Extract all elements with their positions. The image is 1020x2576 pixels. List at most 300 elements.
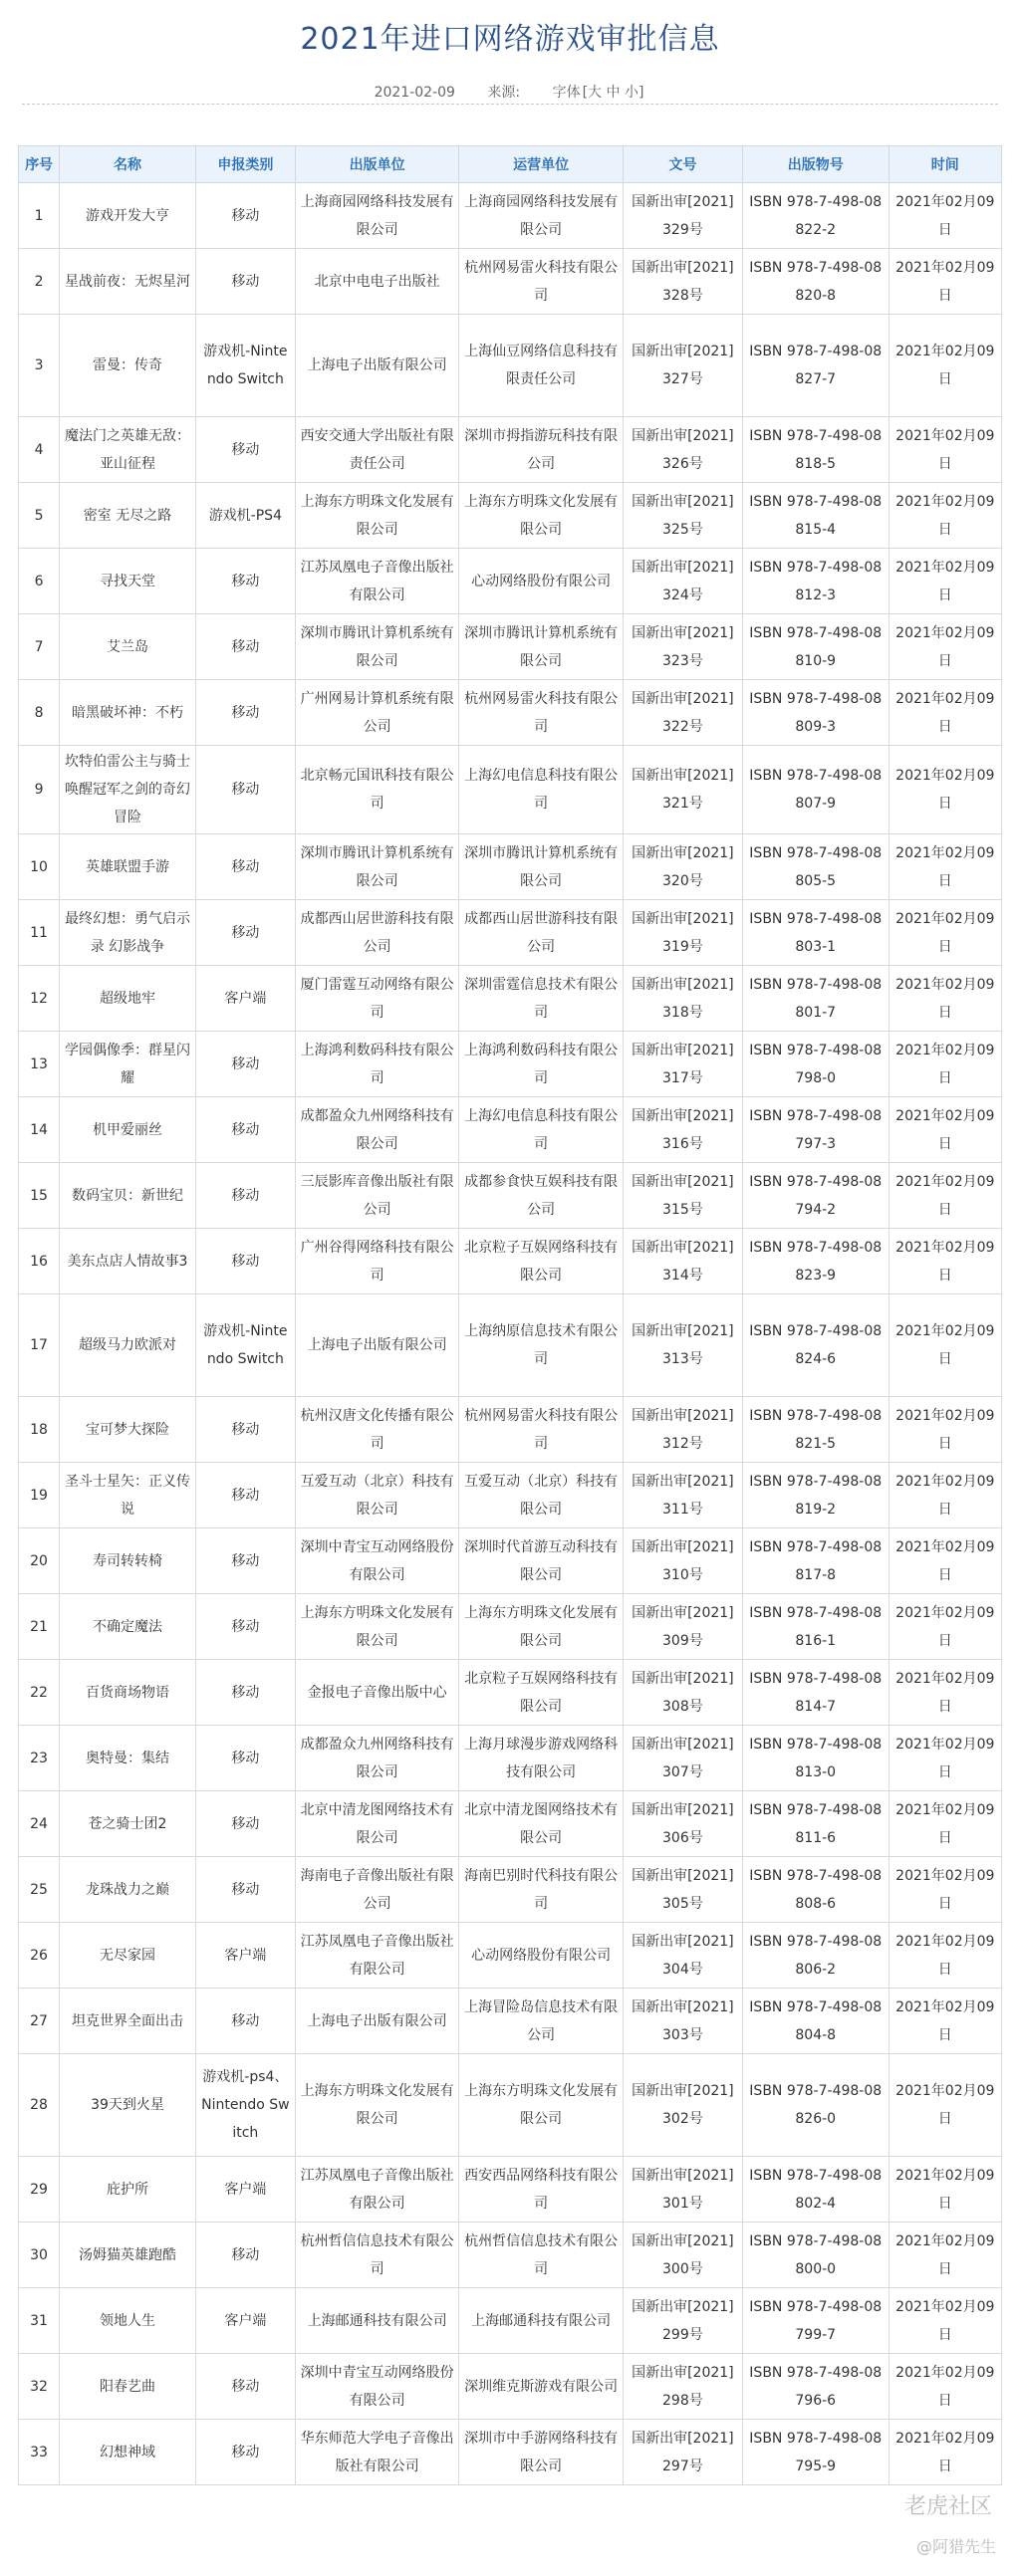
cell-category: 客户端 xyxy=(195,1923,295,1989)
cell-publisher: 深圳中青宝互动网络股份有限公司 xyxy=(295,2354,459,2420)
cell-name: 英雄联盟手游 xyxy=(60,834,196,900)
cell-operator: 上海商园网络科技发展有限公司 xyxy=(459,183,624,249)
cell-no: 15 xyxy=(19,1163,60,1229)
cell-isbn: ISBN 978-7-498-08795-9 xyxy=(742,2420,889,2485)
table-row xyxy=(19,1463,1002,1528)
cell-no: 7 xyxy=(19,614,60,680)
cell-publisher: 厦门雷霆互动网络有限公司 xyxy=(295,966,459,1032)
cell-publisher: 广州谷得网络科技有限公司 xyxy=(295,1229,459,1294)
cell-name: 领地人生 xyxy=(60,2288,196,2354)
cell-name: 不确定魔法 xyxy=(60,1594,196,1660)
cell-no: 19 xyxy=(19,1463,60,1528)
cell-category: 移动 xyxy=(195,2420,295,2485)
cell-name: 星战前夜：无烬星河 xyxy=(60,249,196,315)
cell-name: 暗黑破坏神：不朽 xyxy=(60,680,196,746)
article-meta xyxy=(0,82,1020,102)
cell-name: 圣斗士星矢：正义传说 xyxy=(60,1463,196,1528)
cell-isbn: ISBN 978-7-498-08818-5 xyxy=(742,417,889,483)
cell-category: 移动 xyxy=(195,249,295,315)
cell-no: 3 xyxy=(19,315,60,417)
cell-doc-no: 国新出审[2021]323号 xyxy=(623,614,742,680)
cell-doc-no: 国新出审[2021]307号 xyxy=(623,1726,742,1791)
table-row xyxy=(19,1989,1002,2054)
cell-doc-no: 国新出审[2021]321号 xyxy=(623,746,742,834)
cell-doc-no: 国新出审[2021]309号 xyxy=(623,1594,742,1660)
cell-time: 2021年02月09日 xyxy=(889,614,1001,680)
cell-isbn: ISBN 978-7-498-08802-4 xyxy=(742,2157,889,2223)
cell-isbn: ISBN 978-7-498-08821-5 xyxy=(742,1397,889,1463)
cell-name: 39天到火星 xyxy=(60,2054,196,2157)
cell-category: 移动 xyxy=(195,549,295,614)
cell-doc-no: 国新出审[2021]302号 xyxy=(623,2054,742,2157)
cell-publisher: 上海东方明珠文化发展有限公司 xyxy=(295,1594,459,1660)
cell-category: 移动 xyxy=(195,417,295,483)
cell-name: 龙珠战力之巅 xyxy=(60,1857,196,1923)
table-row xyxy=(19,1791,1002,1857)
cell-no: 4 xyxy=(19,417,60,483)
cell-category: 移动 xyxy=(195,900,295,966)
cell-name: 幻想神域 xyxy=(60,2420,196,2485)
table-row xyxy=(19,1528,1002,1594)
watermark-logo: 老虎社区 xyxy=(903,2494,992,2519)
cell-time: 2021年02月09日 xyxy=(889,1726,1001,1791)
cell-isbn: ISBN 978-7-498-08813-0 xyxy=(742,1726,889,1791)
cell-time: 2021年02月09日 xyxy=(889,1032,1001,1097)
cell-publisher: 西安交通大学出版社有限责任公司 xyxy=(295,417,459,483)
cell-operator: 深圳雷霆信息技术有限公司 xyxy=(459,966,624,1032)
table-row xyxy=(19,1857,1002,1923)
cell-time: 2021年02月09日 xyxy=(889,966,1001,1032)
table-row xyxy=(19,1397,1002,1463)
cell-no: 5 xyxy=(19,483,60,549)
cell-no: 18 xyxy=(19,1397,60,1463)
cell-name: 宝可梦大探险 xyxy=(60,1397,196,1463)
font-size-options[interactable]: [大 中 小] xyxy=(582,85,644,101)
cell-isbn: ISBN 978-7-498-08810-9 xyxy=(742,614,889,680)
cell-time: 2021年02月09日 xyxy=(889,1528,1001,1594)
cell-time: 2021年02月09日 xyxy=(889,900,1001,966)
cell-category: 客户端 xyxy=(195,2157,295,2223)
cell-doc-no: 国新出审[2021]316号 xyxy=(623,1097,742,1163)
cell-name: 机甲爱丽丝 xyxy=(60,1097,196,1163)
header-no: 序号 xyxy=(19,146,60,183)
cell-name: 苍之骑士团2 xyxy=(60,1791,196,1857)
header-operator: 运营单位 xyxy=(459,146,624,183)
cell-category: 移动 xyxy=(195,2223,295,2288)
header-doc-no: 文号 xyxy=(623,146,742,183)
cell-doc-no: 国新出审[2021]320号 xyxy=(623,834,742,900)
cell-operator: 北京中清龙图网络技术有限公司 xyxy=(459,1791,624,1857)
cell-no: 21 xyxy=(19,1594,60,1660)
cell-isbn: ISBN 978-7-498-08798-0 xyxy=(742,1032,889,1097)
cell-isbn: ISBN 978-7-498-08806-2 xyxy=(742,1923,889,1989)
cell-name: 艾兰岛 xyxy=(60,614,196,680)
cell-time: 2021年02月09日 xyxy=(889,1397,1001,1463)
cell-publisher: 江苏凤凰电子音像出版社有限公司 xyxy=(295,2157,459,2223)
table-row xyxy=(19,1594,1002,1660)
cell-doc-no: 国新出审[2021]329号 xyxy=(623,183,742,249)
cell-name: 美东点店人情故事3 xyxy=(60,1229,196,1294)
table-row xyxy=(19,549,1002,614)
divider xyxy=(22,104,998,105)
source-label: 来源: xyxy=(487,85,521,101)
cell-category: 移动 xyxy=(195,746,295,834)
table-row xyxy=(19,1923,1002,1989)
cell-publisher: 上海电子出版有限公司 xyxy=(295,1294,459,1397)
table-header-row xyxy=(19,146,1002,183)
cell-category: 游戏机-Nintendo Switch xyxy=(195,1294,295,1397)
cell-time: 2021年02月09日 xyxy=(889,1463,1001,1528)
cell-isbn: ISBN 978-7-498-08819-2 xyxy=(742,1463,889,1528)
cell-no: 17 xyxy=(19,1294,60,1397)
page-title: 2021年进口网络游戏审批信息 xyxy=(300,22,720,57)
cell-doc-no: 国新出审[2021]319号 xyxy=(623,900,742,966)
cell-no: 9 xyxy=(19,746,60,834)
cell-category: 移动 xyxy=(195,614,295,680)
table-row xyxy=(19,1163,1002,1229)
cell-isbn: ISBN 978-7-498-08803-1 xyxy=(742,900,889,966)
cell-doc-no: 国新出审[2021]313号 xyxy=(623,1294,742,1397)
cell-doc-no: 国新出审[2021]325号 xyxy=(623,483,742,549)
cell-name: 密室 无尽之路 xyxy=(60,483,196,549)
cell-isbn: ISBN 978-7-498-08824-6 xyxy=(742,1294,889,1397)
cell-doc-no: 国新出审[2021]315号 xyxy=(623,1163,742,1229)
cell-doc-no: 国新出审[2021]328号 xyxy=(623,249,742,315)
cell-no: 11 xyxy=(19,900,60,966)
cell-no: 20 xyxy=(19,1528,60,1594)
cell-name: 最终幻想：勇气启示录 幻影战争 xyxy=(60,900,196,966)
cell-category: 移动 xyxy=(195,1857,295,1923)
cell-operator: 上海纳原信息技术有限公司 xyxy=(459,1294,624,1397)
cell-category: 移动 xyxy=(195,1594,295,1660)
cell-doc-no: 国新出审[2021]304号 xyxy=(623,1923,742,1989)
cell-publisher: 江苏凤凰电子音像出版社有限公司 xyxy=(295,549,459,614)
cell-name: 阳春艺曲 xyxy=(60,2354,196,2420)
cell-isbn: ISBN 978-7-498-08822-2 xyxy=(742,183,889,249)
cell-doc-no: 国新出审[2021]305号 xyxy=(623,1857,742,1923)
header-publisher: 出版单位 xyxy=(295,146,459,183)
cell-isbn: ISBN 978-7-498-08804-8 xyxy=(742,1989,889,2054)
table-row xyxy=(19,1726,1002,1791)
cell-no: 10 xyxy=(19,834,60,900)
cell-isbn: ISBN 978-7-498-08823-9 xyxy=(742,1229,889,1294)
cell-isbn: ISBN 978-7-498-08807-9 xyxy=(742,746,889,834)
table-row xyxy=(19,1229,1002,1294)
cell-category: 移动 xyxy=(195,1097,295,1163)
cell-operator: 杭州网易雷火科技有限公司 xyxy=(459,680,624,746)
table-row xyxy=(19,417,1002,483)
cell-publisher: 北京中清龙图网络技术有限公司 xyxy=(295,1791,459,1857)
cell-operator: 成都参食快互娱科技有限公司 xyxy=(459,1163,624,1229)
cell-category: 客户端 xyxy=(195,2288,295,2354)
cell-isbn: ISBN 978-7-498-08826-0 xyxy=(742,2054,889,2157)
cell-publisher: 上海东方明珠文化发展有限公司 xyxy=(295,2054,459,2157)
header-name: 名称 xyxy=(60,146,196,183)
cell-doc-no: 国新出审[2021]326号 xyxy=(623,417,742,483)
cell-doc-no: 国新出审[2021]308号 xyxy=(623,1660,742,1726)
cell-category: 移动 xyxy=(195,183,295,249)
cell-doc-no: 国新出审[2021]298号 xyxy=(623,2354,742,2420)
cell-name: 坦克世界全面出击 xyxy=(60,1989,196,2054)
cell-category: 移动 xyxy=(195,1163,295,1229)
cell-isbn: ISBN 978-7-498-08811-6 xyxy=(742,1791,889,1857)
table-row xyxy=(19,2420,1002,2485)
cell-operator: 深圳市拇指游玩科技有限公司 xyxy=(459,417,624,483)
cell-category: 移动 xyxy=(195,1726,295,1791)
cell-publisher: 华东师范大学电子音像出版社有限公司 xyxy=(295,2420,459,2485)
cell-time: 2021年02月09日 xyxy=(889,1163,1001,1229)
cell-publisher: 成都盈众九州网络科技有限公司 xyxy=(295,1726,459,1791)
cell-no: 2 xyxy=(19,249,60,315)
cell-category: 移动 xyxy=(195,1229,295,1294)
cell-category: 移动 xyxy=(195,1032,295,1097)
table-row xyxy=(19,1097,1002,1163)
cell-no: 26 xyxy=(19,1923,60,1989)
cell-time: 2021年02月09日 xyxy=(889,1923,1001,1989)
header-category: 申报类别 xyxy=(195,146,295,183)
cell-time: 2021年02月09日 xyxy=(889,1229,1001,1294)
cell-time: 2021年02月09日 xyxy=(889,1791,1001,1857)
cell-doc-no: 国新出审[2021]303号 xyxy=(623,1989,742,2054)
cell-isbn: ISBN 978-7-498-08800-0 xyxy=(742,2223,889,2288)
cell-time: 2021年02月09日 xyxy=(889,2288,1001,2354)
cell-operator: 心动网络股份有限公司 xyxy=(459,1923,624,1989)
publish-date: 2021-02-09 xyxy=(374,85,455,101)
cell-doc-no: 国新出审[2021]327号 xyxy=(623,315,742,417)
cell-isbn: ISBN 978-7-498-08796-6 xyxy=(742,2354,889,2420)
cell-time: 2021年02月09日 xyxy=(889,680,1001,746)
table-row xyxy=(19,900,1002,966)
cell-operator: 海南巴别时代科技有限公司 xyxy=(459,1857,624,1923)
cell-time: 2021年02月09日 xyxy=(889,1857,1001,1923)
cell-operator: 互爱互动（北京）科技有限公司 xyxy=(459,1463,624,1528)
cell-doc-no: 国新出审[2021]318号 xyxy=(623,966,742,1032)
cell-time: 2021年02月09日 xyxy=(889,2157,1001,2223)
cell-category: 客户端 xyxy=(195,966,295,1032)
cell-name: 坎特伯雷公主与骑士唤醒冠军之剑的奇幻冒险 xyxy=(60,746,196,834)
cell-doc-no: 国新出审[2021]317号 xyxy=(623,1032,742,1097)
cell-category: 游戏机-Nintendo Switch xyxy=(195,315,295,417)
cell-operator: 西安西品网络科技有限公司 xyxy=(459,2157,624,2223)
cell-doc-no: 国新出审[2021]314号 xyxy=(623,1229,742,1294)
cell-category: 移动 xyxy=(195,1989,295,2054)
cell-name: 游戏开发大亨 xyxy=(60,183,196,249)
cell-operator: 上海幻电信息科技有限公司 xyxy=(459,746,624,834)
cell-publisher: 广州网易计算机系统有限公司 xyxy=(295,680,459,746)
cell-publisher: 杭州哲信信息技术有限公司 xyxy=(295,2223,459,2288)
cell-operator: 北京粒子互娱网络科技有限公司 xyxy=(459,1229,624,1294)
cell-category: 移动 xyxy=(195,2354,295,2420)
cell-time: 2021年02月09日 xyxy=(889,483,1001,549)
cell-publisher: 上海邮通科技有限公司 xyxy=(295,2288,459,2354)
cell-no: 23 xyxy=(19,1726,60,1791)
cell-time: 2021年02月09日 xyxy=(889,2223,1001,2288)
table-row xyxy=(19,2223,1002,2288)
cell-no: 12 xyxy=(19,966,60,1032)
cell-name: 奥特曼：集结 xyxy=(60,1726,196,1791)
cell-publisher: 北京中电电子出版社 xyxy=(295,249,459,315)
table-row xyxy=(19,680,1002,746)
table-row xyxy=(19,1032,1002,1097)
table-row xyxy=(19,966,1002,1032)
cell-isbn: ISBN 978-7-498-08799-7 xyxy=(742,2288,889,2354)
cell-operator: 上海冒险岛信息技术有限公司 xyxy=(459,1989,624,2054)
cell-operator: 杭州网易雷火科技有限公司 xyxy=(459,1397,624,1463)
cell-no: 22 xyxy=(19,1660,60,1726)
cell-time: 2021年02月09日 xyxy=(889,834,1001,900)
cell-isbn: ISBN 978-7-498-08817-8 xyxy=(742,1528,889,1594)
cell-publisher: 北京畅元国讯科技有限公司 xyxy=(295,746,459,834)
cell-isbn: ISBN 978-7-498-08797-3 xyxy=(742,1097,889,1163)
cell-operator: 深圳市中手游网络科技有限公司 xyxy=(459,2420,624,2485)
cell-no: 24 xyxy=(19,1791,60,1857)
cell-operator: 上海东方明珠文化发展有限公司 xyxy=(459,2054,624,2157)
cell-isbn: ISBN 978-7-498-08815-4 xyxy=(742,483,889,549)
cell-name: 雷曼：传奇 xyxy=(60,315,196,417)
table-row xyxy=(19,834,1002,900)
cell-no: 13 xyxy=(19,1032,60,1097)
table-row xyxy=(19,2157,1002,2223)
cell-time: 2021年02月09日 xyxy=(889,2420,1001,2485)
cell-isbn: ISBN 978-7-498-08805-5 xyxy=(742,834,889,900)
cell-operator: 上海鸿利数码科技有限公司 xyxy=(459,1032,624,1097)
cell-doc-no: 国新出审[2021]300号 xyxy=(623,2223,742,2288)
cell-doc-no: 国新出审[2021]306号 xyxy=(623,1791,742,1857)
cell-publisher: 金报电子音像出版中心 xyxy=(295,1660,459,1726)
cell-no: 28 xyxy=(19,2054,60,2157)
cell-isbn: ISBN 978-7-498-08801-7 xyxy=(742,966,889,1032)
cell-operator: 成都西山居世游科技有限公司 xyxy=(459,900,624,966)
cell-isbn: ISBN 978-7-498-08820-8 xyxy=(742,249,889,315)
cell-time: 2021年02月09日 xyxy=(889,315,1001,417)
cell-isbn: ISBN 978-7-498-08794-2 xyxy=(742,1163,889,1229)
cell-time: 2021年02月09日 xyxy=(889,1660,1001,1726)
approval-table xyxy=(18,145,1002,2485)
cell-name: 汤姆猫英雄跑酷 xyxy=(60,2223,196,2288)
cell-time: 2021年02月09日 xyxy=(889,1097,1001,1163)
cell-doc-no: 国新出审[2021]310号 xyxy=(623,1528,742,1594)
cell-no: 1 xyxy=(19,183,60,249)
cell-doc-no: 国新出审[2021]312号 xyxy=(623,1397,742,1463)
table-row xyxy=(19,183,1002,249)
cell-no: 32 xyxy=(19,2354,60,2420)
cell-time: 2021年02月09日 xyxy=(889,2354,1001,2420)
cell-no: 27 xyxy=(19,1989,60,2054)
cell-no: 25 xyxy=(19,1857,60,1923)
cell-name: 数码宝贝：新世纪 xyxy=(60,1163,196,1229)
cell-operator: 深圳市腾讯计算机系统有限公司 xyxy=(459,834,624,900)
cell-category: 移动 xyxy=(195,680,295,746)
cell-operator: 深圳市腾讯计算机系统有限公司 xyxy=(459,614,624,680)
table-row xyxy=(19,315,1002,417)
cell-publisher: 上海鸿利数码科技有限公司 xyxy=(295,1032,459,1097)
cell-publisher: 深圳市腾讯计算机系统有限公司 xyxy=(295,834,459,900)
cell-no: 6 xyxy=(19,549,60,614)
cell-no: 33 xyxy=(19,2420,60,2485)
cell-category: 移动 xyxy=(195,1791,295,1857)
cell-time: 2021年02月09日 xyxy=(889,1594,1001,1660)
cell-operator: 深圳维克斯游戏有限公司 xyxy=(459,2354,624,2420)
cell-category: 移动 xyxy=(195,1397,295,1463)
cell-doc-no: 国新出审[2021]311号 xyxy=(623,1463,742,1528)
cell-name: 无尽家园 xyxy=(60,1923,196,1989)
cell-doc-no: 国新出审[2021]301号 xyxy=(623,2157,742,2223)
cell-no: 8 xyxy=(19,680,60,746)
cell-publisher: 江苏凤凰电子音像出版社有限公司 xyxy=(295,1923,459,1989)
cell-category: 移动 xyxy=(195,1660,295,1726)
cell-operator: 心动网络股份有限公司 xyxy=(459,549,624,614)
cell-doc-no: 国新出审[2021]324号 xyxy=(623,549,742,614)
table-row xyxy=(19,483,1002,549)
cell-isbn: ISBN 978-7-498-08827-7 xyxy=(742,315,889,417)
cell-isbn: ISBN 978-7-498-08816-1 xyxy=(742,1594,889,1660)
cell-isbn: ISBN 978-7-498-08812-3 xyxy=(742,549,889,614)
cell-publisher: 深圳中青宝互动网络股份有限公司 xyxy=(295,1528,459,1594)
cell-time: 2021年02月09日 xyxy=(889,2054,1001,2157)
cell-category: 移动 xyxy=(195,1528,295,1594)
table-row xyxy=(19,746,1002,834)
cell-time: 2021年02月09日 xyxy=(889,746,1001,834)
cell-time: 2021年02月09日 xyxy=(889,1294,1001,1397)
table-row xyxy=(19,249,1002,315)
cell-no: 29 xyxy=(19,2157,60,2223)
cell-publisher: 上海商园网络科技发展有限公司 xyxy=(295,183,459,249)
cell-name: 百货商场物语 xyxy=(60,1660,196,1726)
cell-name: 超级马力欧派对 xyxy=(60,1294,196,1397)
table-row xyxy=(19,2288,1002,2354)
font-label: 字体 xyxy=(552,85,581,101)
header-time: 时间 xyxy=(889,146,1001,183)
cell-name: 寿司转转椅 xyxy=(60,1528,196,1594)
cell-publisher: 上海东方明珠文化发展有限公司 xyxy=(295,483,459,549)
cell-publisher: 上海电子出版有限公司 xyxy=(295,1989,459,2054)
cell-operator: 上海仙豆网络信息科技有限责任公司 xyxy=(459,315,624,417)
cell-doc-no: 国新出审[2021]297号 xyxy=(623,2420,742,2485)
cell-category: 移动 xyxy=(195,1463,295,1528)
cell-category: 移动 xyxy=(195,834,295,900)
cell-category: 游戏机-PS4 xyxy=(195,483,295,549)
cell-operator: 杭州网易雷火科技有限公司 xyxy=(459,249,624,315)
cell-operator: 上海邮通科技有限公司 xyxy=(459,2288,624,2354)
cell-time: 2021年02月09日 xyxy=(889,1989,1001,2054)
cell-operator: 北京粒子互娱网络科技有限公司 xyxy=(459,1660,624,1726)
cell-name: 超级地牢 xyxy=(60,966,196,1032)
cell-no: 31 xyxy=(19,2288,60,2354)
header-isbn: 出版物号 xyxy=(742,146,889,183)
cell-publisher: 互爱互动（北京）科技有限公司 xyxy=(295,1463,459,1528)
cell-operator: 上海东方明珠文化发展有限公司 xyxy=(459,1594,624,1660)
cell-category: 游戏机-ps4、Nintendo Switch xyxy=(195,2054,295,2157)
table-row xyxy=(19,614,1002,680)
table-row xyxy=(19,1294,1002,1397)
cell-isbn: ISBN 978-7-498-08814-7 xyxy=(742,1660,889,1726)
cell-doc-no: 国新出审[2021]299号 xyxy=(623,2288,742,2354)
cell-name: 学园偶像季：群星闪耀 xyxy=(60,1032,196,1097)
cell-publisher: 上海电子出版有限公司 xyxy=(295,315,459,417)
cell-publisher: 成都西山居世游科技有限公司 xyxy=(295,900,459,966)
cell-name: 庇护所 xyxy=(60,2157,196,2223)
cell-no: 16 xyxy=(19,1229,60,1294)
cell-publisher: 成都盈众九州网络科技有限公司 xyxy=(295,1097,459,1163)
cell-publisher: 三辰影库音像出版社有限公司 xyxy=(295,1163,459,1229)
cell-time: 2021年02月09日 xyxy=(889,249,1001,315)
cell-operator: 深圳时代首游互动科技有限公司 xyxy=(459,1528,624,1594)
cell-publisher: 深圳市腾讯计算机系统有限公司 xyxy=(295,614,459,680)
cell-time: 2021年02月09日 xyxy=(889,417,1001,483)
cell-no: 14 xyxy=(19,1097,60,1163)
table-row xyxy=(19,2354,1002,2420)
cell-time: 2021年02月09日 xyxy=(889,183,1001,249)
